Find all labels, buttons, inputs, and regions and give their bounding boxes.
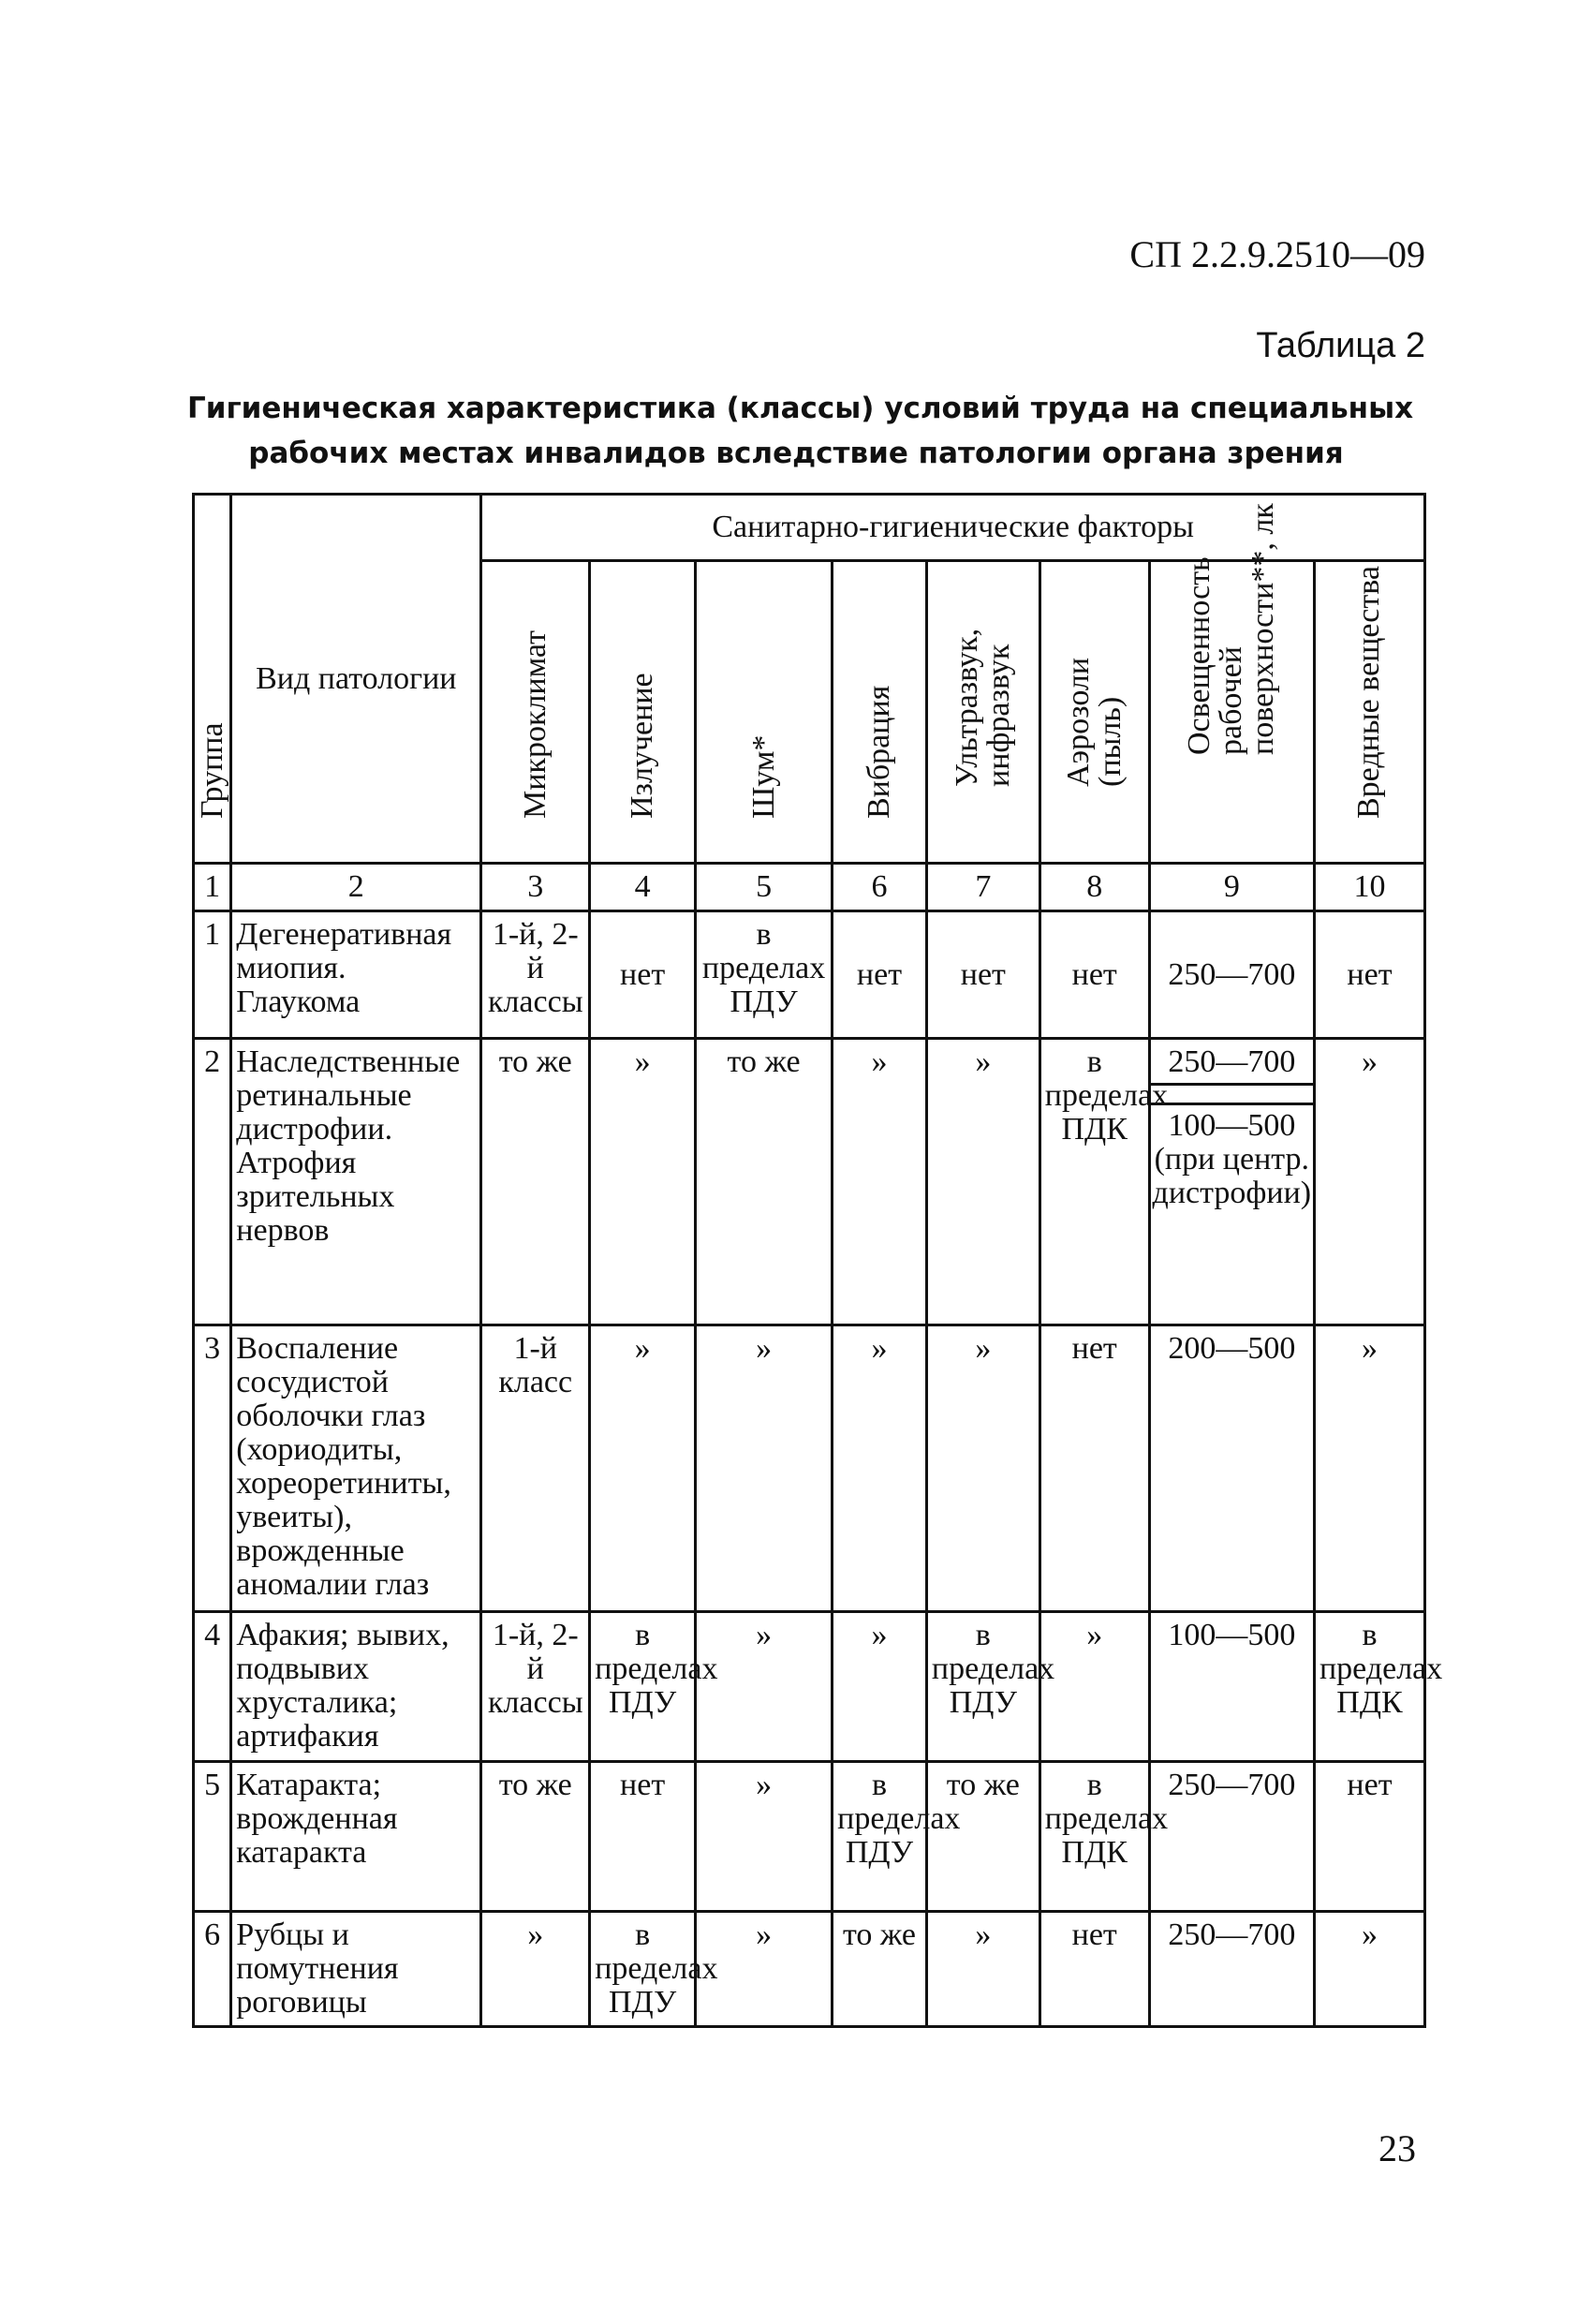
cell-ultrasound: нет bbox=[926, 911, 1039, 1039]
cell-pathology: Наследственные ретинальные дистрофии. Атрофия зрительных нервов bbox=[231, 1039, 481, 1325]
cell-radiation: » bbox=[590, 1325, 696, 1612]
cell-pathology: Афакия; вывих, подвывих хрусталика; артифакия bbox=[231, 1612, 481, 1762]
cell-illumination: 100—500 bbox=[1149, 1612, 1314, 1762]
cell-pathology: Дегенеративная миопия. Глаукома bbox=[231, 911, 481, 1039]
cell-illumination: 250—700 bbox=[1149, 911, 1314, 1039]
cell-radiation: » bbox=[590, 1039, 696, 1325]
cell-ultrasound: то же bbox=[926, 1762, 1039, 1912]
header-ultrasound: Ультразвук, инфразвук bbox=[926, 561, 1039, 864]
header-illumination: Освещенность рабочей поверхности**, лк bbox=[1149, 561, 1314, 864]
column-number: 6 bbox=[833, 864, 927, 911]
cell-microclimate: 1-й, 2-й классы bbox=[481, 1612, 590, 1762]
illumination-divider bbox=[1151, 1083, 1313, 1103]
cell-illumination: 250—700 bbox=[1149, 1762, 1314, 1912]
column-number: 2 bbox=[231, 864, 481, 911]
header-radiation: Излучение bbox=[590, 561, 696, 864]
table-title-line: рабочих местах инвалидов вследствие патологии органа зрения bbox=[248, 437, 1344, 470]
page-number: 23 bbox=[1378, 2127, 1416, 2169]
cell-microclimate: 1-й, 2-й классы bbox=[481, 911, 590, 1039]
table-title-line: Гигиеническая характеристика (классы) условий труда на специальных bbox=[187, 392, 1414, 425]
cell-aerosols: нет bbox=[1039, 1325, 1149, 1612]
cell-microclimate: то же bbox=[481, 1039, 590, 1325]
cell-radiation: в пределах ПДУ bbox=[590, 1612, 696, 1762]
column-number: 5 bbox=[696, 864, 833, 911]
cell-illumination: 200—500 bbox=[1149, 1325, 1314, 1612]
header-group: Группа bbox=[194, 495, 231, 864]
header-factors: Санитарно-гигиенические факторы bbox=[481, 495, 1425, 561]
cell-group: 2 bbox=[194, 1039, 231, 1325]
cell-harmful: в пределах ПДК bbox=[1314, 1612, 1424, 1762]
cell-noise: » bbox=[696, 1912, 833, 2027]
document-code: СП 2.2.9.2510—09 bbox=[1129, 233, 1425, 275]
cell-microclimate: то же bbox=[481, 1762, 590, 1912]
cell-harmful: » bbox=[1314, 1325, 1424, 1612]
cell-group: 5 bbox=[194, 1762, 231, 1912]
cell-aerosols: в пределах ПДК bbox=[1039, 1762, 1149, 1912]
cell-microclimate: » bbox=[481, 1912, 590, 2027]
cell-noise: » bbox=[696, 1762, 833, 1912]
cell-vibration: в пределах ПДУ bbox=[833, 1762, 927, 1912]
table-row bbox=[194, 1612, 1425, 1762]
cell-group: 3 bbox=[194, 1325, 231, 1612]
cell-harmful: нет bbox=[1314, 1762, 1424, 1912]
cell-harmful: » bbox=[1314, 1039, 1424, 1325]
cell-pathology: Рубцы и помутнения роговицы bbox=[231, 1912, 481, 2027]
cell-pathology: Воспаление сосудистой оболочки глаз (хориодиты, хореоретиниты, увеиты), врожденные аномалии глаз bbox=[231, 1325, 481, 1612]
column-number: 3 bbox=[481, 864, 590, 911]
cell-harmful: » bbox=[1314, 1912, 1424, 2027]
cell-group: 4 bbox=[194, 1612, 231, 1762]
cell-noise: в пределах ПДУ bbox=[696, 911, 833, 1039]
cell-group: 6 bbox=[194, 1912, 231, 2027]
cell-radiation: нет bbox=[590, 911, 696, 1039]
table-row bbox=[194, 1039, 1425, 1325]
column-number: 8 bbox=[1039, 864, 1149, 911]
cell-ultrasound: в пределах ПДУ bbox=[926, 1612, 1039, 1762]
cell-illumination: 250—700 bbox=[1149, 1912, 1314, 2027]
cell-noise: то же bbox=[696, 1039, 833, 1325]
cell-vibration: нет bbox=[833, 911, 927, 1039]
conditions-table bbox=[192, 493, 1443, 2028]
cell-vibration: » bbox=[833, 1039, 927, 1325]
table-row bbox=[194, 911, 1425, 1039]
cell-aerosols: нет bbox=[1039, 1912, 1149, 2027]
table-label: Таблица 2 bbox=[1256, 326, 1425, 365]
cell-noise: » bbox=[696, 1325, 833, 1612]
cell-ultrasound: » bbox=[926, 1039, 1039, 1325]
column-number: 9 bbox=[1149, 864, 1314, 911]
cell-group: 1 bbox=[194, 911, 231, 1039]
column-numbers-row bbox=[194, 864, 1425, 911]
cell-pathology: Катаракта; врожденная катаракта bbox=[231, 1762, 481, 1912]
cell-vibration: » bbox=[833, 1325, 927, 1612]
cell-radiation: нет bbox=[590, 1762, 696, 1912]
header-microclimate: Микроклимат bbox=[481, 561, 590, 864]
table-row bbox=[194, 1912, 1425, 2027]
column-number: 10 bbox=[1314, 864, 1424, 911]
table-row bbox=[194, 1762, 1425, 1912]
column-number: 1 bbox=[194, 864, 231, 911]
cell-aerosols: нет bbox=[1039, 911, 1149, 1039]
illumination-value: 250—700 bbox=[1168, 1044, 1296, 1079]
column-number: 4 bbox=[590, 864, 696, 911]
cell-aerosols: в пределах ПДК bbox=[1039, 1039, 1149, 1325]
cell-vibration: то же bbox=[833, 1912, 927, 2027]
cell-illumination bbox=[1149, 1039, 1314, 1325]
cell-noise: » bbox=[696, 1612, 833, 1762]
cell-harmful: нет bbox=[1314, 911, 1424, 1039]
cell-radiation: в пределах ПДУ bbox=[590, 1912, 696, 2027]
header-pathology: Вид патологии bbox=[231, 495, 481, 864]
cell-vibration: » bbox=[833, 1612, 927, 1762]
header-vibration: Вибрация bbox=[833, 561, 927, 864]
cell-ultrasound: » bbox=[926, 1325, 1039, 1612]
column-number: 7 bbox=[926, 864, 1039, 911]
table-row bbox=[194, 1325, 1425, 1612]
header-aerosols: Аэрозоли (пыль) bbox=[1039, 561, 1149, 864]
cell-ultrasound: » bbox=[926, 1912, 1039, 2027]
illumination-extra: 100—500 (при центр. дистрофии) bbox=[1151, 1103, 1313, 1210]
header-harmful: Вредные вещества bbox=[1314, 561, 1424, 864]
cell-aerosols: » bbox=[1039, 1612, 1149, 1762]
cell-microclimate: 1-й класс bbox=[481, 1325, 590, 1612]
header-noise: Шум* bbox=[696, 561, 833, 864]
table-title bbox=[187, 386, 1414, 476]
